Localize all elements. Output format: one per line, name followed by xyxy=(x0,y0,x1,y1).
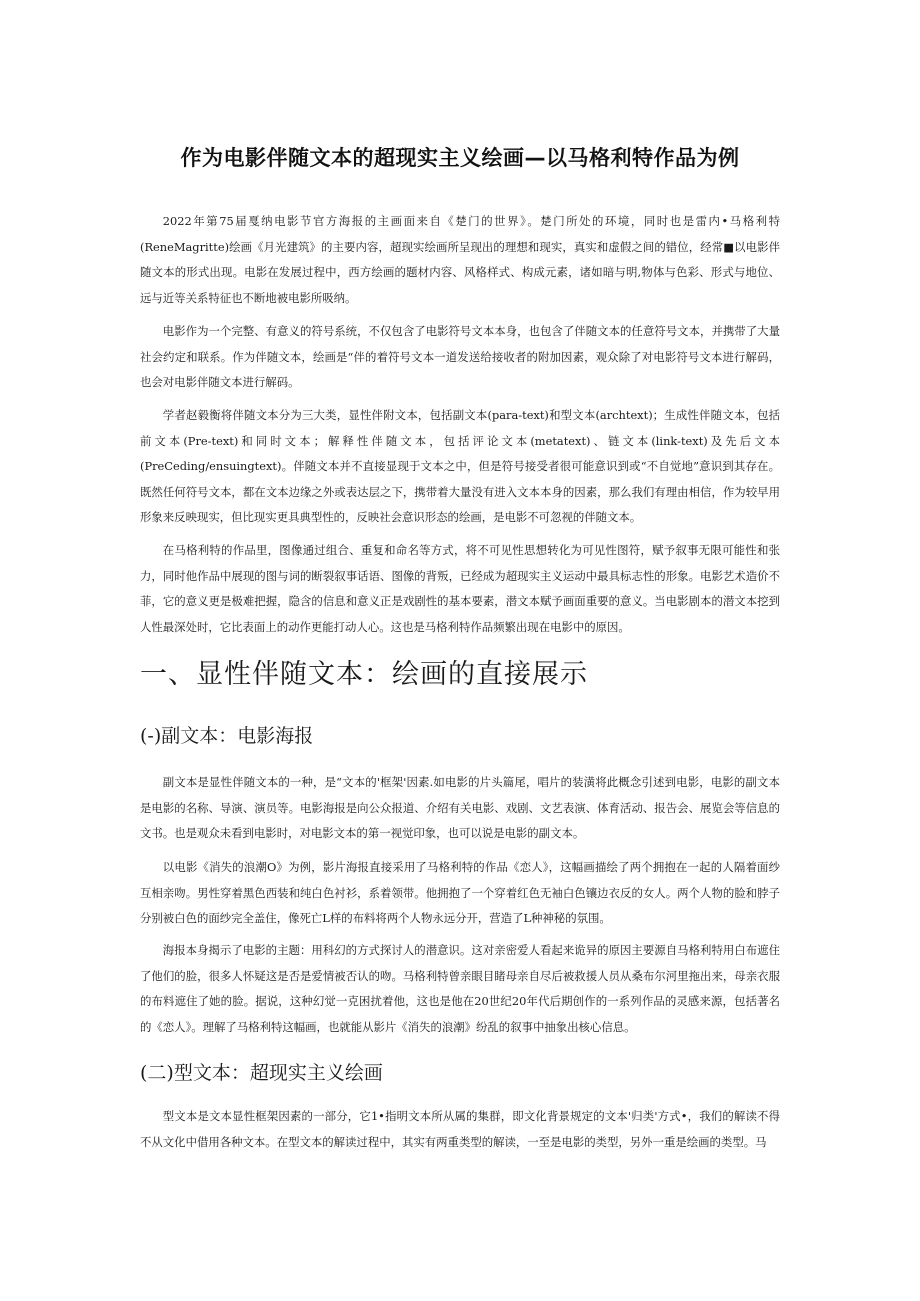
intro-paragraph-1: 2022年第75届戛纳电影节官方海报的主画面来自《楚门的世界》。楚门所处的环境，同时也是雷内•马格利特(ReneMagritte)绘画《月光建筑》的主要内容，超现实绘画所呈现出的理想和现实，真实和虚假之间的错位，经常■以电影伴随文本的形式出现。电影在发展过程中，西方绘画的题材内容、风格样式、构成元素，诸如暗与明,物体与色彩、形式与地位、远与近等关系特征也不断地被电影所吸纳。 xyxy=(140,214,780,305)
subsection-heading-2: (二)型文本：超现实主义绘画 xyxy=(140,1062,383,1084)
intro-paragraph-2: 电影作为一个完整、有意义的符号系统，不仅包含了电影符号文本本身，也包含了伴随文本的任意符号文本，并携带了大量社会约定和联系。作为伴随文本，绘画是“伴的着符号文本一道发送给接收者的附加因素，观众除了对电影符号文本进行解码，也会对电影伴随文本进行解码。 xyxy=(140,324,780,389)
intro-paragraph-3: 学者赵毅衡将伴随文本分为三大类，显性伴附文本，包括副文本(para-text)和型文本(archtext)；生成性伴随文本，包括前文本(Pre-text)和同时文本；解释性伴随文本，包括评论文本(metatext)、链文本(link-text)及先后文本(PreCeding/ensuingtext)。伴随文本并不直接显现于文本之中，但是符号接受者很可能意识到或“不自觉地”意识到其存在。既然任何符号文本，都在文本边缘之外或表达层之下，携带着大量没有进入文本本身的因素，那么我们有理由相信，作为较早用形象来反映现实，但比现实更具典型性的，反映社会意识形态的绘画，是电影不可忽视的伴随文本。 xyxy=(140,408,780,524)
subsection-1-paragraph-2: 以电影《消失的浪潮O》为例，影片海报直接采用了马格利特的作品《恋人》，这幅画描绘了两个拥抱在一起的人隔着面纱互相亲吻。男性穿着黑色西装和纯白色衬衫，系着领带。他拥抱了一个穿着红色无袖白色镶边衣反的女人。两个人物的脸和脖子分别被白色的面纱完全盖住，像死亡L样的布料将两个人物永远分开，营造了L种神秘的氛围。 xyxy=(140,860,780,925)
section-heading-1: 一、显性伴随文本：绘画的直接展示 xyxy=(140,659,588,690)
subsection-1-paragraph-1: 副文本是显性伴随文本的一种，是“文本的'框架'因素.如电影的片头篇尾，唱片的装潢将此概念引述到电影，电影的副文本是电影的名称、导演、演员等。电影海报是向公众报道、介绍有关电影、戏剧、文艺表演、体育活动、报告会、展览会等信息的文书。也是观众未看到电影时，对电影文本的第一视觉印象，也可以说是电影的副文本。 xyxy=(140,775,780,840)
subsection-2-paragraph-1: 型文本是文本显性框架因素的一部分，它1•指明文本所从属的集群，即文化背景规定的文本'归类'方式•，我们的解读不得不从文化中借用各种文本。在型文本的解读过程中，其实有两重类型的解读，一至是电影的类型，另外一重是绘画的类型。马 xyxy=(140,1109,780,1149)
subsection-heading-1: (-)副文本：电影海报 xyxy=(140,725,314,747)
intro-paragraph-4: 在马格利特的作品里，图像通过组合、重复和命名等方式，将不可见性思想转化为可见性图符，赋予叙事无限可能性和张力，同时他作品中展现的图与词的断裂叙事话语、图像的背叛，已经成为超现实主义运动中最具标志性的形象。电影艺术造价不菲，它的意义更是极难把握，隐含的信息和意义正是戏剧性的基本要素，潜文本赋予画面重要的意义。当电影剧本的潜文本挖到人性最深处时，它比表面上的动作更能打动人心。这也是马格利特作品频繁出现在电影中的原因。 xyxy=(140,543,780,634)
document-title: 作为电影伴随文本的超现实主义绘画—以马格利特作品为例 xyxy=(180,146,740,171)
subsection-1-paragraph-3: 海报本身揭示了电影的主题：用科幻的方式探讨人的潜意识。这对亲密爱人看起来诡异的原因主要源自马格利特用白布遮住了他们的脸，很多人怀疑这是否是爱情被否认的吻。马格利特曾亲眼目睹母亲自尽后被救援人员从桑布尔河里拖出来，母亲衣服的布料遮住了她的脸。据说，这种幻觉一克困扰着他，这也是他在20世纪20年代后期创作的一系列作品的灵感来源，包括著名的《恋人》。理解了马格利特这幅画，也就能从影片《消失的浪潮》纷乱的叙事中抽象出核心信息。 xyxy=(140,943,780,1034)
